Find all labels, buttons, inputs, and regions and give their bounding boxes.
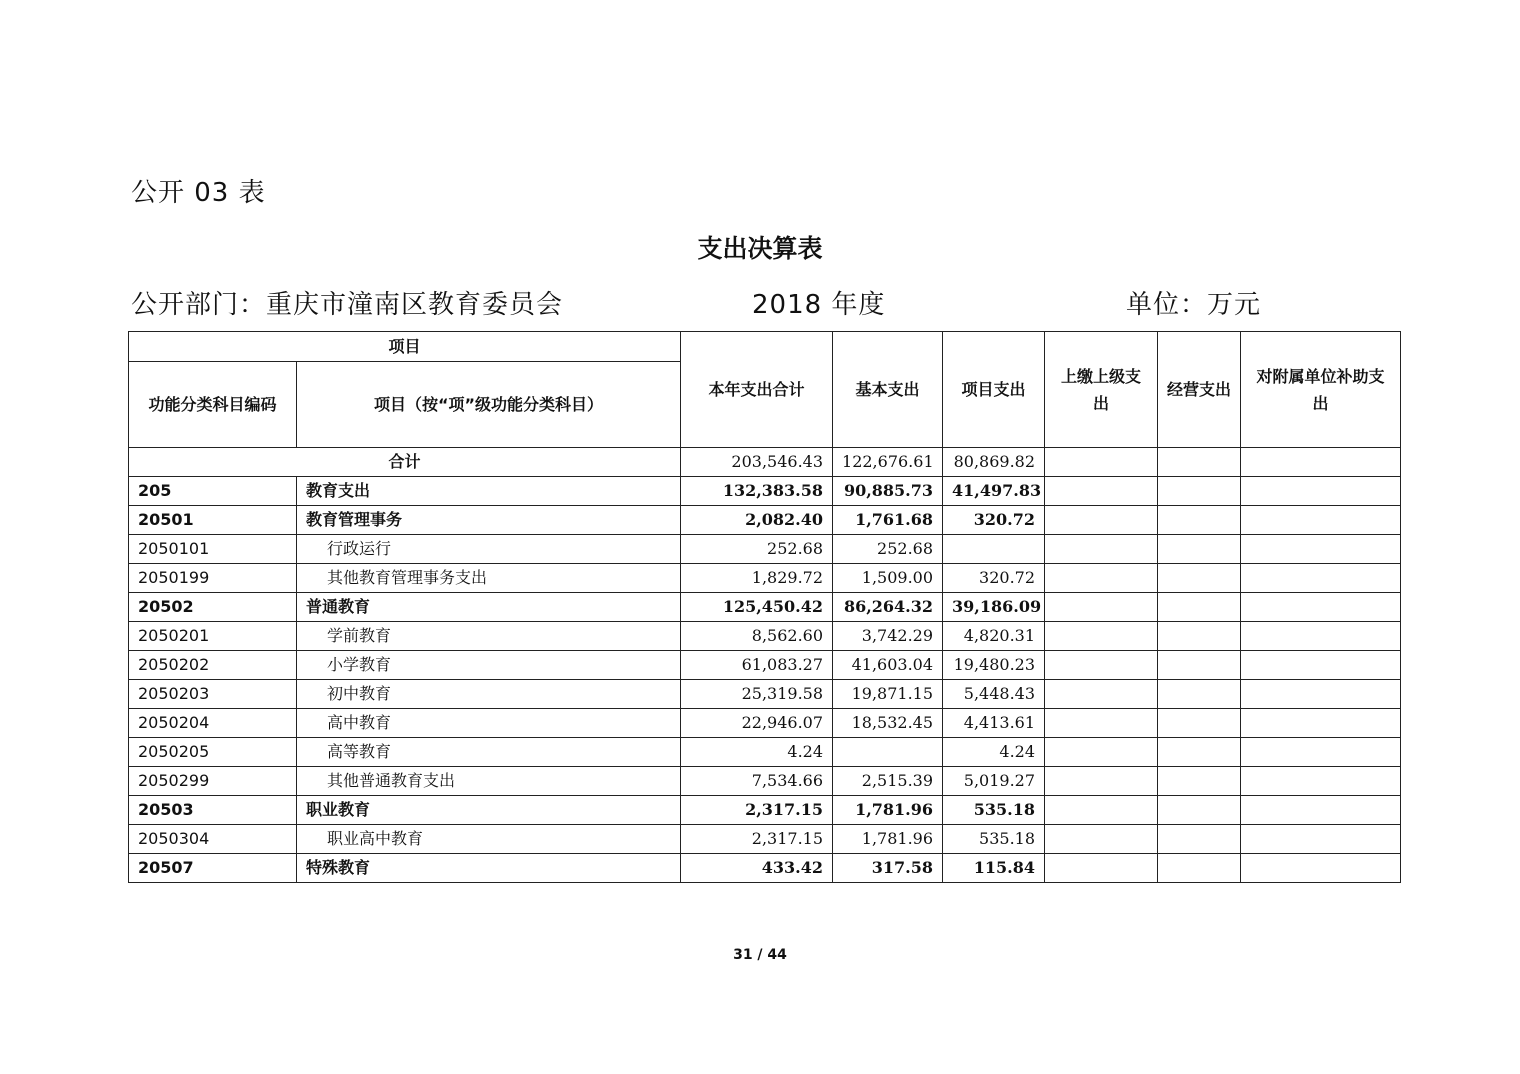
name-cell: 职业教育 [297, 796, 681, 825]
empty-cell [1158, 854, 1241, 883]
empty-cell [1158, 796, 1241, 825]
total-cell: 132,383.58 [681, 477, 833, 506]
project-cell: 41,497.83 [943, 477, 1045, 506]
empty-cell [1158, 477, 1241, 506]
basic-cell: 3,742.29 [833, 622, 943, 651]
empty-cell [1158, 622, 1241, 651]
table-row [129, 709, 1401, 738]
project-cell: 320.72 [943, 564, 1045, 593]
table-row [129, 622, 1401, 651]
empty-cell [1241, 796, 1401, 825]
project-cell: 4,820.31 [943, 622, 1045, 651]
empty-cell [1158, 680, 1241, 709]
code-cell: 20507 [129, 854, 297, 883]
name-cell: 学前教育 [297, 622, 681, 651]
project-cell: 535.18 [943, 825, 1045, 854]
project-cell: 320.72 [943, 506, 1045, 535]
project-cell: 535.18 [943, 796, 1045, 825]
project-cell: 19,480.23 [943, 651, 1045, 680]
header-upper: 上缴上级支出 [1045, 332, 1158, 448]
header-project: 项目 [129, 332, 681, 362]
empty-cell [1241, 564, 1401, 593]
total-cell: 125,450.42 [681, 593, 833, 622]
basic-cell: 41,603.04 [833, 651, 943, 680]
empty-cell [1241, 767, 1401, 796]
total-cell: 22,946.07 [681, 709, 833, 738]
basic-cell: 90,885.73 [833, 477, 943, 506]
total-cell: 1,829.72 [681, 564, 833, 593]
name-cell: 普通教育 [297, 593, 681, 622]
empty-cell [1045, 651, 1158, 680]
name-cell: 教育支出 [297, 477, 681, 506]
total-row [129, 448, 1401, 477]
name-cell: 高等教育 [297, 738, 681, 767]
empty-cell [1158, 709, 1241, 738]
table-row [129, 680, 1401, 709]
total-cell: 7,534.66 [681, 767, 833, 796]
empty-cell [1158, 738, 1241, 767]
expenditure-table [128, 331, 1401, 883]
header-basic: 基本支出 [833, 332, 943, 448]
empty-cell [1241, 709, 1401, 738]
table-row [129, 593, 1401, 622]
project-cell: 5,448.43 [943, 680, 1045, 709]
name-cell: 教育管理事务 [297, 506, 681, 535]
code-cell: 2050202 [129, 651, 297, 680]
table-row [129, 506, 1401, 535]
code-cell: 20501 [129, 506, 297, 535]
empty-cell [1241, 477, 1401, 506]
basic-cell: 1,781.96 [833, 796, 943, 825]
empty-cell [1045, 738, 1158, 767]
name-cell: 特殊教育 [297, 854, 681, 883]
total-cell: 25,319.58 [681, 680, 833, 709]
empty-cell [1241, 535, 1401, 564]
name-cell: 其他教育管理事务支出 [297, 564, 681, 593]
basic-cell: 18,532.45 [833, 709, 943, 738]
name-cell: 其他普通教育支出 [297, 767, 681, 796]
empty-cell [1241, 738, 1401, 767]
total-cell: 203,546.43 [681, 448, 833, 477]
basic-cell: 1,781.96 [833, 825, 943, 854]
name-cell: 小学教育 [297, 651, 681, 680]
header-subsidy: 对附属单位补助支出 [1241, 332, 1401, 448]
project-cell: 39,186.09 [943, 593, 1045, 622]
project-cell: 4,413.61 [943, 709, 1045, 738]
total-cell: 2,317.15 [681, 825, 833, 854]
name-cell: 行政运行 [297, 535, 681, 564]
basic-cell: 1,509.00 [833, 564, 943, 593]
code-cell: 2050204 [129, 709, 297, 738]
code-cell: 2050201 [129, 622, 297, 651]
table-row [129, 796, 1401, 825]
empty-cell [1045, 854, 1158, 883]
basic-cell: 122,676.61 [833, 448, 943, 477]
empty-cell [1241, 622, 1401, 651]
empty-cell [1045, 825, 1158, 854]
empty-cell [1241, 680, 1401, 709]
total-cell: 2,082.40 [681, 506, 833, 535]
fiscal-year: 2018 年度 [752, 290, 886, 320]
empty-cell [1045, 593, 1158, 622]
total-cell: 8,562.60 [681, 622, 833, 651]
header-project-expense: 项目支出 [943, 332, 1045, 448]
empty-cell [1241, 854, 1401, 883]
basic-cell [833, 738, 943, 767]
empty-cell [1045, 506, 1158, 535]
empty-cell [1045, 535, 1158, 564]
total-cell: 61,083.27 [681, 651, 833, 680]
code-cell: 2050203 [129, 680, 297, 709]
header-name: 项目（按“项”级功能分类科目） [297, 362, 681, 448]
project-cell: 5,019.27 [943, 767, 1045, 796]
page-number: 31 / 44 [733, 947, 787, 963]
code-cell: 2050101 [129, 535, 297, 564]
name-cell: 初中教育 [297, 680, 681, 709]
empty-cell [1045, 680, 1158, 709]
empty-cell [1241, 506, 1401, 535]
code-cell: 20502 [129, 593, 297, 622]
document-title: 支出决算表 [697, 234, 823, 263]
total-cell: 433.42 [681, 854, 833, 883]
table-label: 公开 03 表 [131, 178, 266, 208]
total-cell: 4.24 [681, 738, 833, 767]
empty-cell [1158, 506, 1241, 535]
project-cell: 4.24 [943, 738, 1045, 767]
total-cell: 252.68 [681, 535, 833, 564]
code-cell: 20503 [129, 796, 297, 825]
table-row [129, 825, 1401, 854]
basic-cell: 86,264.32 [833, 593, 943, 622]
table-row [129, 767, 1401, 796]
header-business: 经营支出 [1158, 332, 1241, 448]
total-label: 合计 [129, 448, 681, 477]
table-row [129, 535, 1401, 564]
unit-label: 单位：万元 [1126, 290, 1262, 320]
code-cell: 2050299 [129, 767, 297, 796]
empty-cell [1158, 593, 1241, 622]
empty-cell [1045, 564, 1158, 593]
code-cell: 2050304 [129, 825, 297, 854]
name-cell: 高中教育 [297, 709, 681, 738]
table-row [129, 854, 1401, 883]
table-row [129, 651, 1401, 680]
table-row [129, 477, 1401, 506]
basic-cell: 317.58 [833, 854, 943, 883]
empty-cell [1158, 651, 1241, 680]
header-code: 功能分类科目编码 [129, 362, 297, 448]
code-cell: 2050205 [129, 738, 297, 767]
project-cell [943, 535, 1045, 564]
basic-cell: 2,515.39 [833, 767, 943, 796]
empty-cell [1158, 564, 1241, 593]
header-total: 本年支出合计 [681, 332, 833, 448]
table-row [129, 564, 1401, 593]
code-cell: 205 [129, 477, 297, 506]
empty-cell [1241, 651, 1401, 680]
empty-cell [1241, 448, 1401, 477]
basic-cell: 252.68 [833, 535, 943, 564]
department-line: 公开部门：重庆市潼南区教育委员会 [131, 290, 564, 320]
empty-cell [1045, 709, 1158, 738]
empty-cell [1158, 767, 1241, 796]
empty-cell [1158, 448, 1241, 477]
empty-cell [1158, 825, 1241, 854]
empty-cell [1045, 622, 1158, 651]
total-cell: 2,317.15 [681, 796, 833, 825]
empty-cell [1045, 477, 1158, 506]
basic-cell: 19,871.15 [833, 680, 943, 709]
project-cell: 115.84 [943, 854, 1045, 883]
empty-cell [1045, 767, 1158, 796]
project-cell: 80,869.82 [943, 448, 1045, 477]
name-cell: 职业高中教育 [297, 825, 681, 854]
code-cell: 2050199 [129, 564, 297, 593]
empty-cell [1045, 448, 1158, 477]
basic-cell: 1,761.68 [833, 506, 943, 535]
empty-cell [1241, 593, 1401, 622]
table-row [129, 738, 1401, 767]
empty-cell [1045, 796, 1158, 825]
empty-cell [1158, 535, 1241, 564]
empty-cell [1241, 825, 1401, 854]
